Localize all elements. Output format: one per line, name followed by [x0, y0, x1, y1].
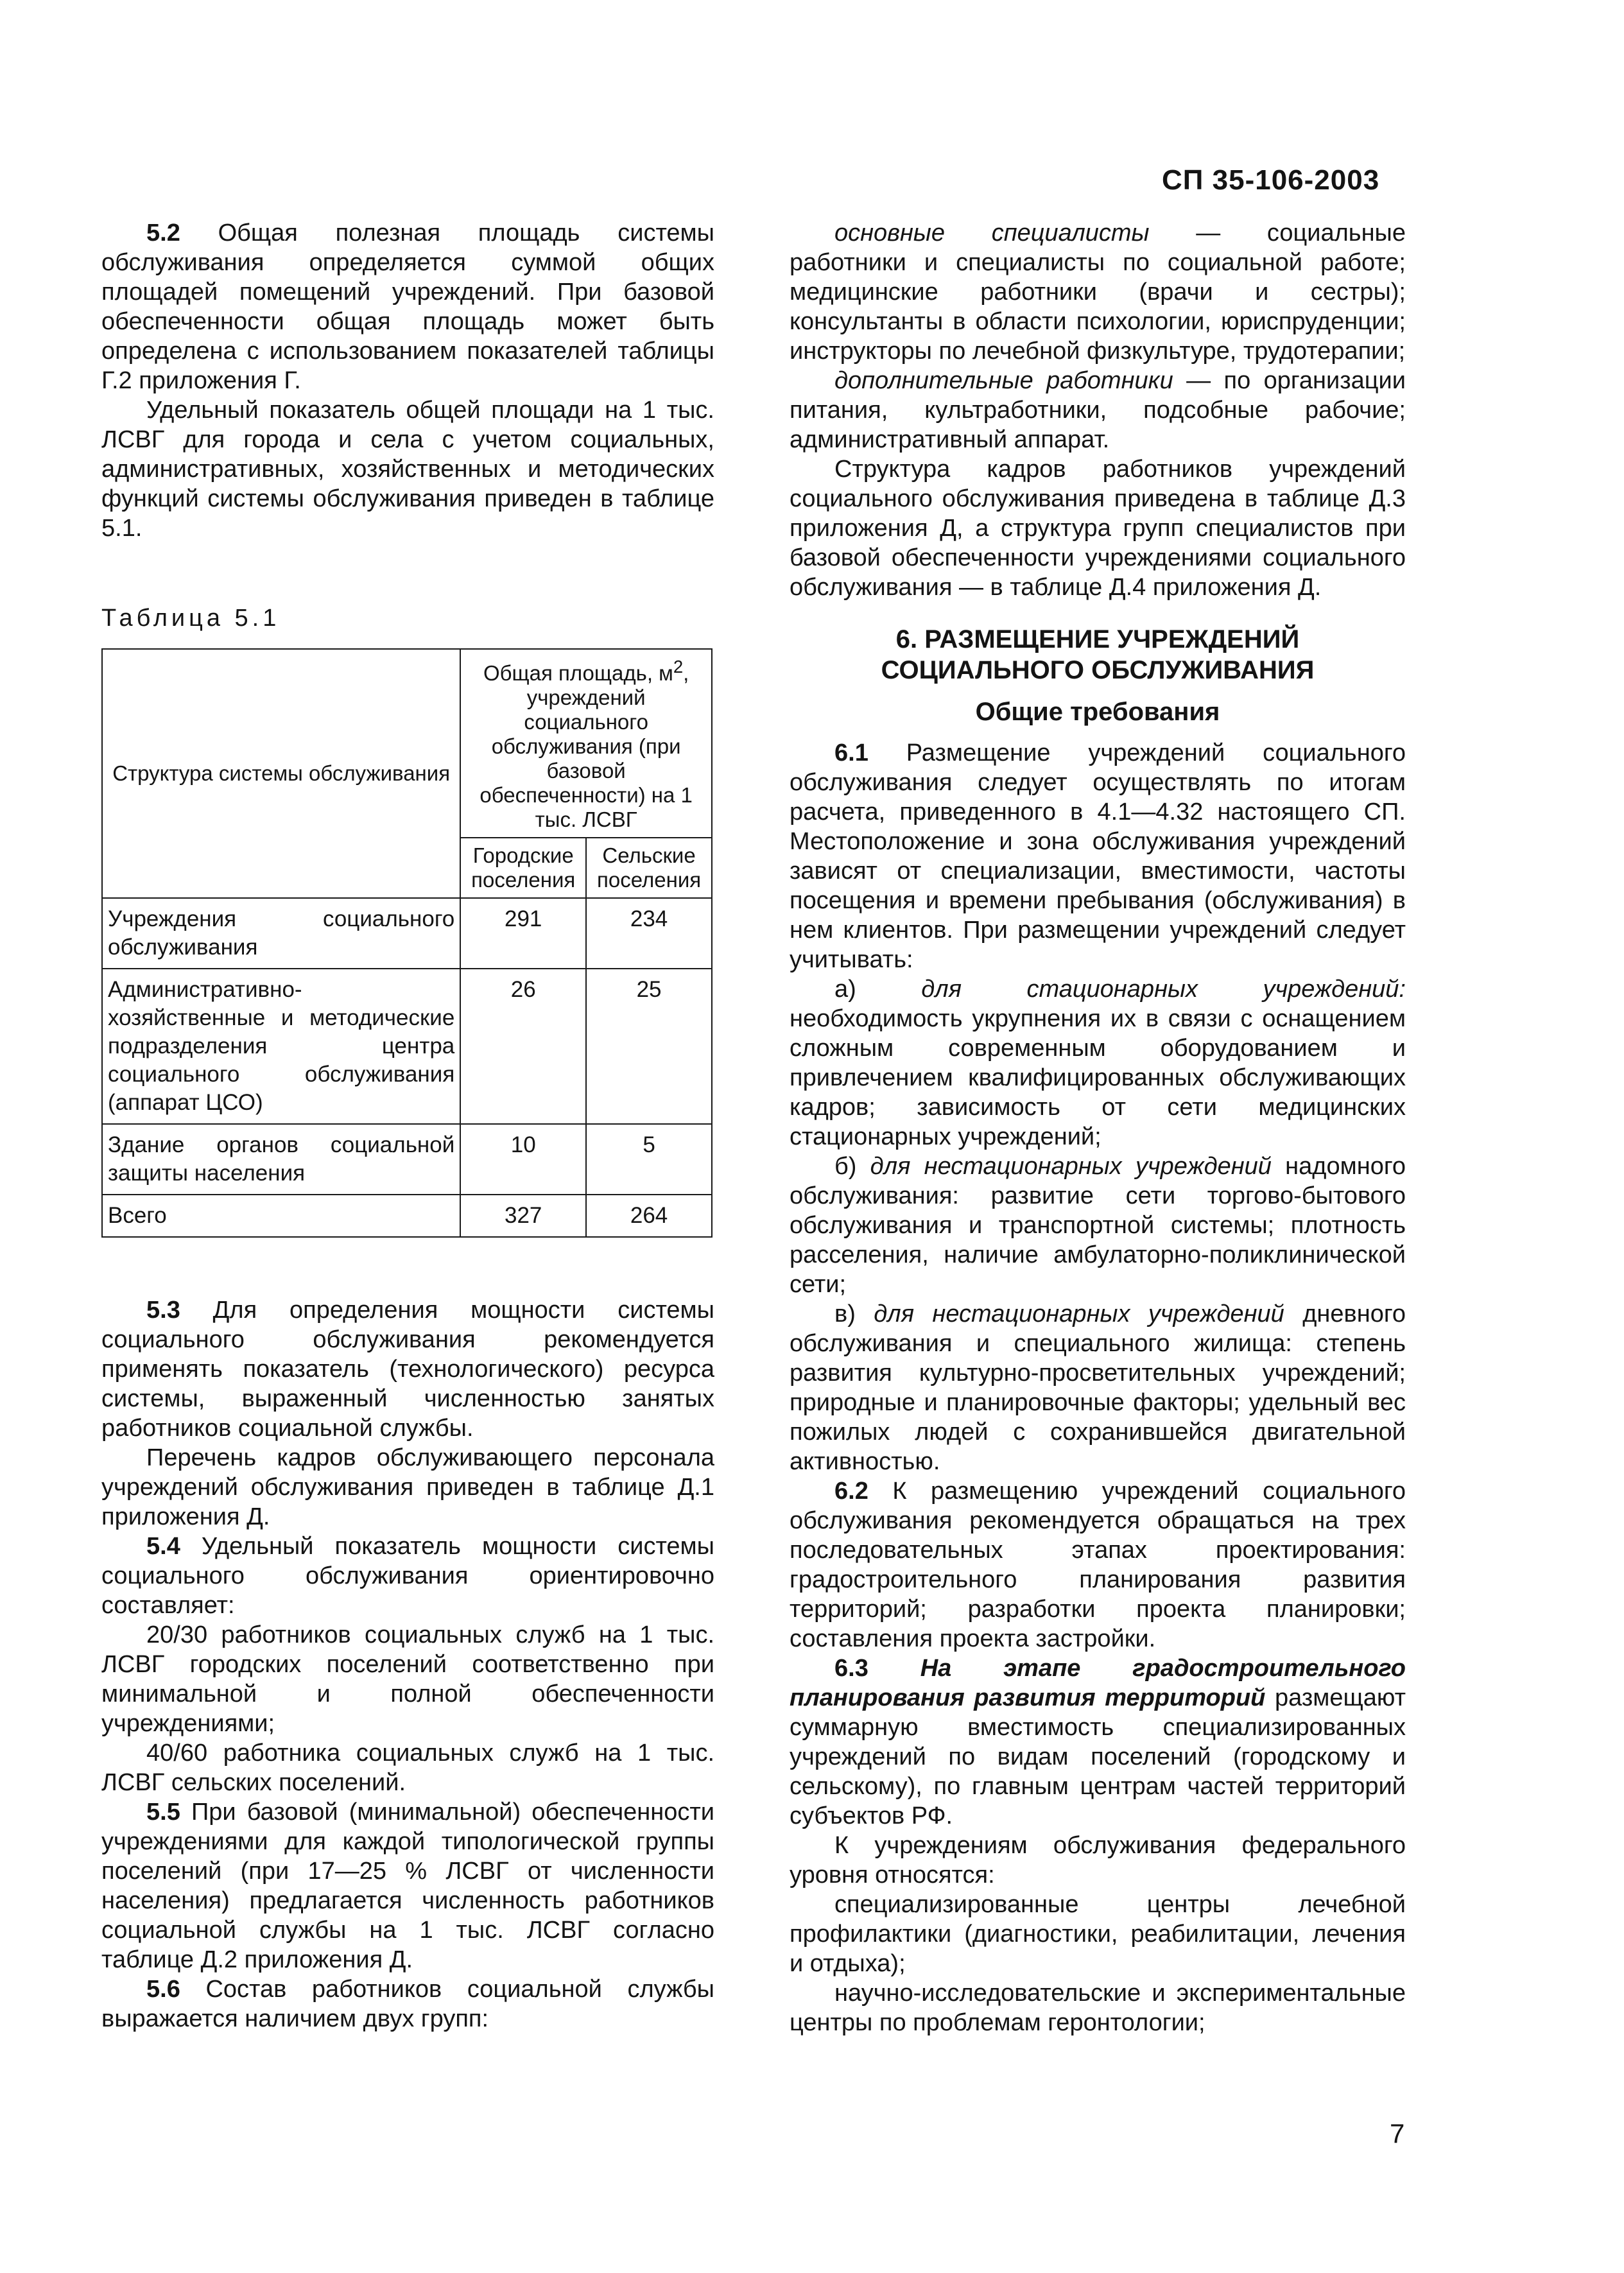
- section-title: 6. РАЗМЕЩЕНИЕ УЧРЕЖДЕНИЙ СОЦИАЛЬНОГО ОБСЛУЖИВАНИЯ: [881, 625, 1315, 684]
- paragraph-research-centers: научно-исследовательские и экспериментальные центры по проблемам геронтологии;: [790, 1980, 1406, 2036]
- table-row-total: [102, 1195, 712, 1237]
- row-label: Всего: [102, 1195, 460, 1237]
- row-label: Учреждения социального обслуживания: [102, 898, 460, 969]
- clause-number: 5.2: [146, 220, 180, 246]
- paragraph-main-specialists: основные специалисты — социальные работники и специалисты по социальной работе; медицинские работники (врачи и сестры); консультанты в области психологии, юриспруденции; инструкторы по лечебной физкультуре, трудотерапии;: [790, 220, 1406, 365]
- urban-value: 327: [460, 1195, 586, 1237]
- paragraph-6-1-c: в) для нестационарных учреждений дневного обслуживания и специального жилища: степень развития культурно-просветительных учреждений; природные и планировочные факторы; удельный вес пожилых людей с сохранившейся двигательной активностью.: [790, 1301, 1406, 1475]
- paragraph-5-2: 5.2 Общая полезная площадь системы обслуживания определяется суммой общих площадей помещений учреждений. При базовой обеспеченности общая площадь может быть определена с использованием показателей таблицы Г.2 приложения Г.: [101, 220, 714, 394]
- clause-number: 5.4: [146, 1533, 180, 1560]
- table-header-structure: Структура системы обслуживания: [102, 649, 460, 898]
- urban-value: 291: [460, 898, 586, 969]
- paragraph-5-4: 5.4 Удельный показатель мощности системы социального обслуживания ориентировочно составляет:: [101, 1533, 714, 1619]
- row-label: Административно-хозяйственные и методические подразделения центра социального обслуживания (аппарат ЦСО): [102, 969, 460, 1124]
- paragraph-6-1-a: а) для стационарных учреждений: необходимость укрупнения их в связи с оснащением сложным современным оборудованием и привлечением квалифицированных обслуживающих кадров; зависимость от сети медицинских стационарных учреждений;: [790, 976, 1406, 1150]
- paragraph-5-3: 5.3 Для определения мощности системы социального обслуживания рекомендуется применять показатель (технологического) ресурса системы, выраженный численностью занятых работников социальной службы.: [101, 1297, 714, 1442]
- paragraph-6-3: 6.3 На этапе градостроительного планирования развития территорий размещают суммарную вместимость специализированных учреждений по видам поселений (городскому и сельскому), по главным центрам частей территорий субъектов РФ.: [790, 1655, 1406, 1829]
- page-number: 7: [1390, 2118, 1405, 2148]
- table-row: [102, 969, 712, 1124]
- paragraph-staff-structure: Структура кадров работников учреждений социального обслуживания приведена в таблице Д.3 приложения Д, а структура групп специалистов при базовой обеспеченности учреждениями социального обслуживания — в таблице Д.4 приложения Д.: [790, 456, 1406, 601]
- paragraph-6-2: 6.2 К размещению учреждений социального обслуживания рекомендуется обращаться на трех последовательных этапах проектирования: градостроительного планирования развития территорий; разработки проекта планировки; составления проекта застройки.: [790, 1478, 1406, 1652]
- clause-number: 5.6: [146, 1976, 180, 2003]
- paragraph-5-3-staff: Перечень кадров обслуживающего персонала учреждений обслуживания приведен в таблице Д.1 приложения Д.: [101, 1444, 714, 1530]
- table-header-area: Общая площадь, $м^2$, учреждений социального обслуживания (при базовой обеспеченности) на 1 тыс. ЛСВГ: [460, 649, 712, 838]
- paragraph-5-4-rural: 40/60 работника социальных служб на 1 тыс. ЛСВГ сельских поселений.: [101, 1740, 714, 1796]
- row-label: Здание органов социальной защиты населения: [102, 1124, 460, 1195]
- rural-value: 264: [586, 1195, 712, 1237]
- document-code: СП 35-106-2003: [1162, 164, 1380, 196]
- clause-number: 6.1: [834, 739, 868, 766]
- paragraph-federal-level: К учреждениям обслуживания федерального уровня относятся:: [790, 1832, 1406, 1888]
- clause-number: 5.5: [146, 1799, 180, 1826]
- paragraph-6-1: 6.1 Размещение учреждений социального обслуживания следует осуществлять по итогам расчета, приведенного в 4.1—4.32 настоящего СП. Местоположение и зона обслуживания учреждений зависят от специализации, вместимости, частоты посещения и времени пребывания (обслуживания) в нем клиентов. При размещении учреждений следует учитывать:: [790, 739, 1406, 973]
- table-row: [102, 898, 712, 969]
- rural-value: 25: [586, 969, 712, 1124]
- table-row: [102, 1124, 712, 1195]
- table-5-1: [101, 648, 713, 1238]
- paragraph-6-1-b: б) для нестационарных учреждений надомного обслуживания: развитие сети торгово-бытового обслуживания и транспортной системы; плотность расселения, наличие амбулаторно-поликлинической сети;: [790, 1153, 1406, 1298]
- table-header-rural: Сельские поселения: [586, 838, 712, 898]
- urban-value: 10: [460, 1124, 586, 1195]
- clause-number: 6.3: [834, 1655, 868, 1682]
- left-column: [101, 218, 714, 2034]
- paragraph-5-2-table-ref: Удельный показатель общей площади на 1 тыс. ЛСВГ для города и села с учетом социальных, административных, хозяйственных и методических функций системы обслуживания приведен в таблице 5.1.: [101, 397, 714, 542]
- paragraph-5-5: 5.5 При базовой (минимальной) обеспеченности учреждениями для каждой типологической группы поселений (при 17—25 % ЛСВГ от численности населения) предлагается численность работников социальной службы на 1 тыс. ЛСВГ согласно таблице Д.2 приложения Д.: [101, 1799, 714, 1973]
- paragraph-additional-workers: дополнительные работники — по организации питания, культработники, подсобные рабочие; административный аппарат.: [790, 367, 1406, 453]
- right-column: [790, 218, 1406, 2037]
- clause-number: 6.2: [834, 1478, 868, 1505]
- rural-value: 5: [586, 1124, 712, 1195]
- paragraph-prevention-centers: специализированные центры лечебной профилактики (диагностики, реабилитации, лечения и отдыха);: [790, 1891, 1406, 1977]
- table-caption: Таблица 5.1: [101, 605, 281, 632]
- rural-value: 234: [586, 898, 712, 969]
- subsection-title: Общие требования: [975, 698, 1220, 726]
- paragraph-5-4-urban: 20/30 работников социальных служб на 1 тыс. ЛСВГ городских поселений соответственно при минимальной и полной обеспеченности учреждениями;: [101, 1621, 714, 1737]
- clause-number: 5.3: [146, 1297, 180, 1324]
- paragraph-5-6: 5.6 Состав работников социальной службы выражается наличием двух групп:: [101, 1976, 714, 2032]
- urban-value: 26: [460, 969, 586, 1124]
- table-header-urban: Городские поселения: [460, 838, 586, 898]
